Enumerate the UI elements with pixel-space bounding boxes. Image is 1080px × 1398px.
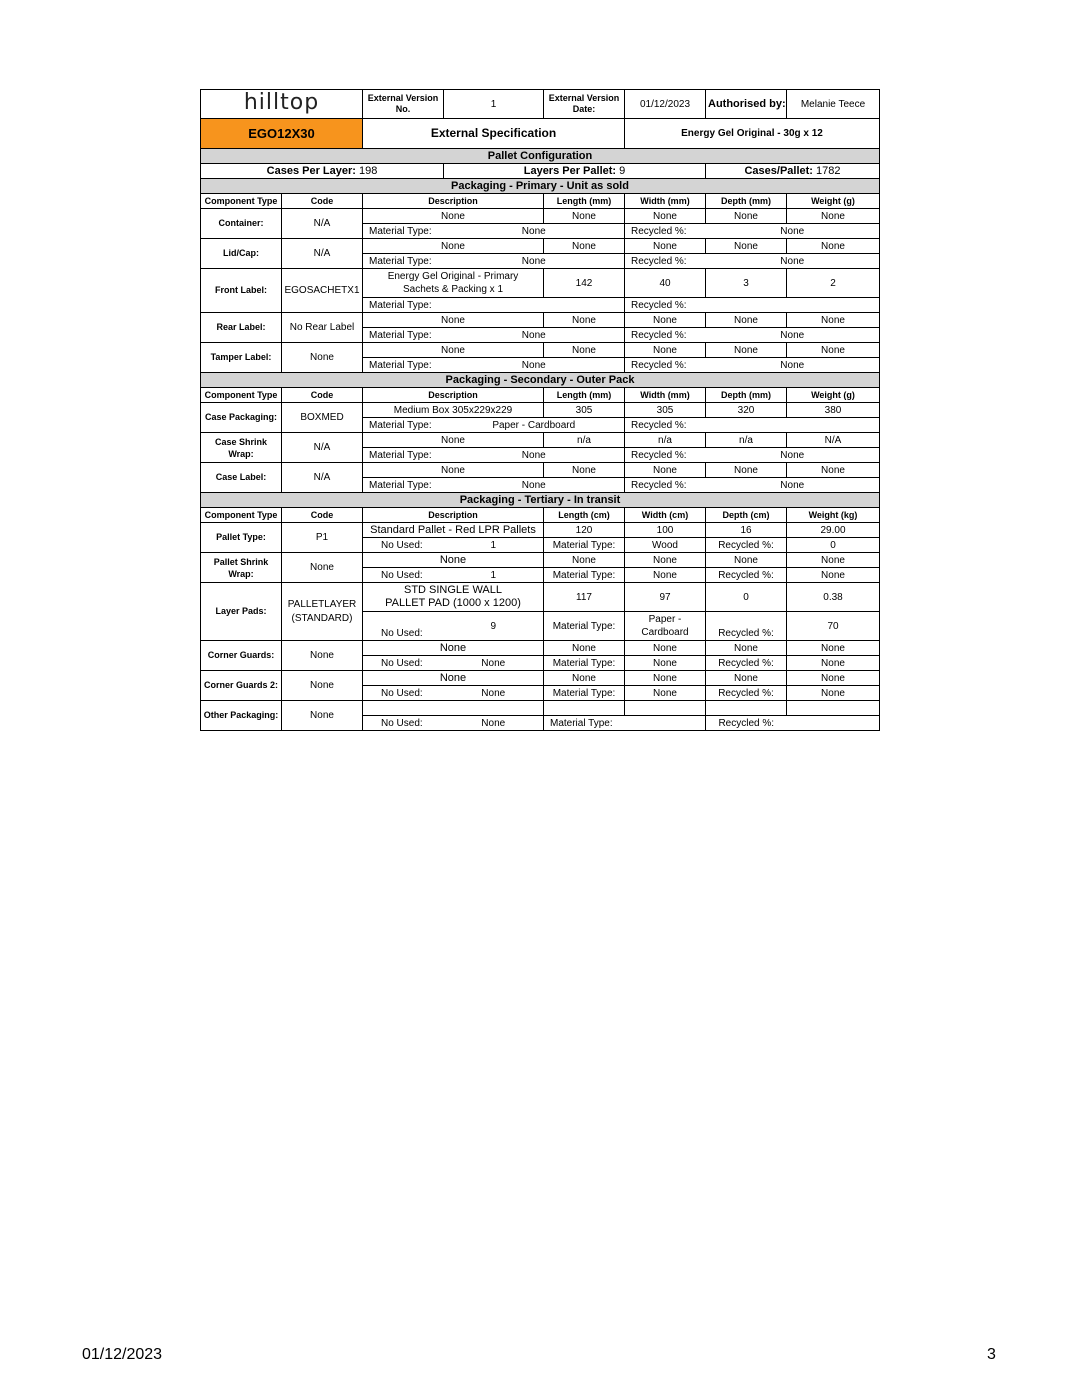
external-version-date-label: External Version Date: — [544, 90, 625, 119]
pallet-type-row: Pallet Type: P1 Standard Pallet - Red LPR Pallets 120 100 16 29.00 — [201, 523, 880, 538]
cases-per-pallet: Cases/Pallet: 1782 — [706, 164, 880, 179]
product-code: EGO12X30 — [201, 119, 363, 149]
other-packaging-row: Other Packaging: None — [201, 701, 880, 716]
tamper-label-row: Tamper Label: None None None None None None — [201, 343, 880, 358]
secondary-header-row: Component Type Code Description Length (mm) Width (mm) Depth (mm) Weight (g) — [201, 388, 880, 403]
case-shrink-wrap-row: Case Shrink Wrap: N/A None n/a n/a n/a N/A — [201, 433, 880, 448]
case-packaging-row: Case Packaging: BOXMED Medium Box 305x229x229 305 305 320 380 — [201, 403, 880, 418]
tertiary-packaging-title: Packaging - Tertiary - In transit — [201, 493, 880, 508]
cases-per-layer: Cases Per Layer: 198 — [201, 164, 444, 179]
hilltop-logo: hilltop — [201, 90, 363, 119]
rear-label-row: Rear Label: No Rear Label None None None None None — [201, 313, 880, 328]
pallet-shrink-wrap-row: Pallet Shrink Wrap: None None None None None None — [201, 553, 880, 568]
case-label-row: Case Label: N/A None None None None None — [201, 463, 880, 478]
tertiary-header-row: Component Type Code Description Length (cm) Width (cm) Depth (cm) Weight (kg) — [201, 508, 880, 523]
layer-pads-row: Layer Pads: PALLETLAYER(STANDARD) STD SINGLE WALL PALLET PAD (1000 x 1200) 117 97 0 0.38 — [201, 583, 880, 612]
authorised-by-label: Authorised by: — [706, 90, 787, 119]
external-version-no: 1 — [444, 90, 544, 119]
corner-guards-2-row: Corner Guards 2: None None None None None None — [201, 671, 880, 686]
layers-per-pallet: Layers Per Pallet: 9 — [444, 164, 706, 179]
specification-sheet: hilltop External Version No. 1 External Version Date: 01/12/2023 Authorised by: Melanie Teece EGO12X30 External Specification Energy Gel Original - 30g x 12 Pallet Configuration Cases Per Layer: 198 Layers Per Pallet: 9 Cases/Pallet: 1782 Packaging - Primary - Unit as sold Component Type Code Description Length (mm) Width (mm) Depth (mm) Weight (g) Container: N/A None None None None None Material Type: None Recycled %: None Lid/Cap: N/A None None None None None Material Type: None Recycled %: None Front Label: EGOSACHETX1 Energy Gel Original - Primary Sachets & Packing x 1 142 40 3 2 Material Type: Recycled %: Rear Label: No Rear Label None None None None None Material Type: None Recycled %: None Tamper Label: None None None None None None Material Type: None Recycled %: None Packaging - Secondary - Outer Pack Component Type Code Description Length (mm) Width (mm) Depth (mm) Weight (g) Case Packaging: BOXMED Medium Box 305x229x229 305 305 320 380 Material Type: Paper - Cardboard Recycled %: Case Shrink Wrap: N/A None n/a n/a n/a N/A Material Type: None Recycled %: None Case Label: N/A None None None None None Material Type: None Recycled %: None Packaging - Tertiary - In transit Component Type Code Description Length (cm) Width (cm) Depth (cm) Weight (kg) Pallet Type: P1 Standard Pallet - Red LPR Pallets 120 100 16 29.00 No Used: 1 Material Type: Wood Recycled %: 0 Pallet Shrink Wrap: None None None None None None No Used: 1 Material Type: None Recycled %: None Layer Pads: PALLETLAYER(STANDARD) STD SINGLE WALL PALLET PAD (1000 x 1200) 117 97 0 0.38 No Used: 9 Material Type: Paper - Cardboard Recycled %: 70 Corner Guards: None None None None None None No Used: None Material Type: None Recycled %: None Corner Guards 2: None None None None None None No Used: None Material Type: None Recycled %: None Other Packaging: None No Used: None Material Type: Recycled %: — [200, 89, 880, 731]
footer-date: 01/12/2023 — [82, 1346, 163, 1363]
external-version-date: 01/12/2023 — [625, 90, 706, 119]
corner-guards-row: Corner Guards: None None None None None None — [201, 641, 880, 656]
pallet-configuration-title: Pallet Configuration — [201, 149, 880, 164]
container-row: Container: N/A None None None None None — [201, 209, 880, 224]
secondary-packaging-title: Packaging - Secondary - Outer Pack — [201, 373, 880, 388]
external-version-no-label: External Version No. — [363, 90, 444, 119]
primary-header-row: Component Type Code Description Length (mm) Width (mm) Depth (mm) Weight (g) — [201, 194, 880, 209]
footer-page-number: 3 — [987, 1346, 996, 1363]
spec-title: External Specification — [363, 119, 625, 149]
product-name: Energy Gel Original - 30g x 12 — [625, 119, 880, 149]
authorised-by: Melanie Teece — [787, 90, 880, 119]
front-label-row: Front Label: EGOSACHETX1 Energy Gel Original - Primary Sachets & Packing x 1 142 40 3 2 — [201, 269, 880, 298]
primary-packaging-title: Packaging - Primary - Unit as sold — [201, 179, 880, 194]
lid-cap-row: Lid/Cap: N/A None None None None None — [201, 239, 880, 254]
